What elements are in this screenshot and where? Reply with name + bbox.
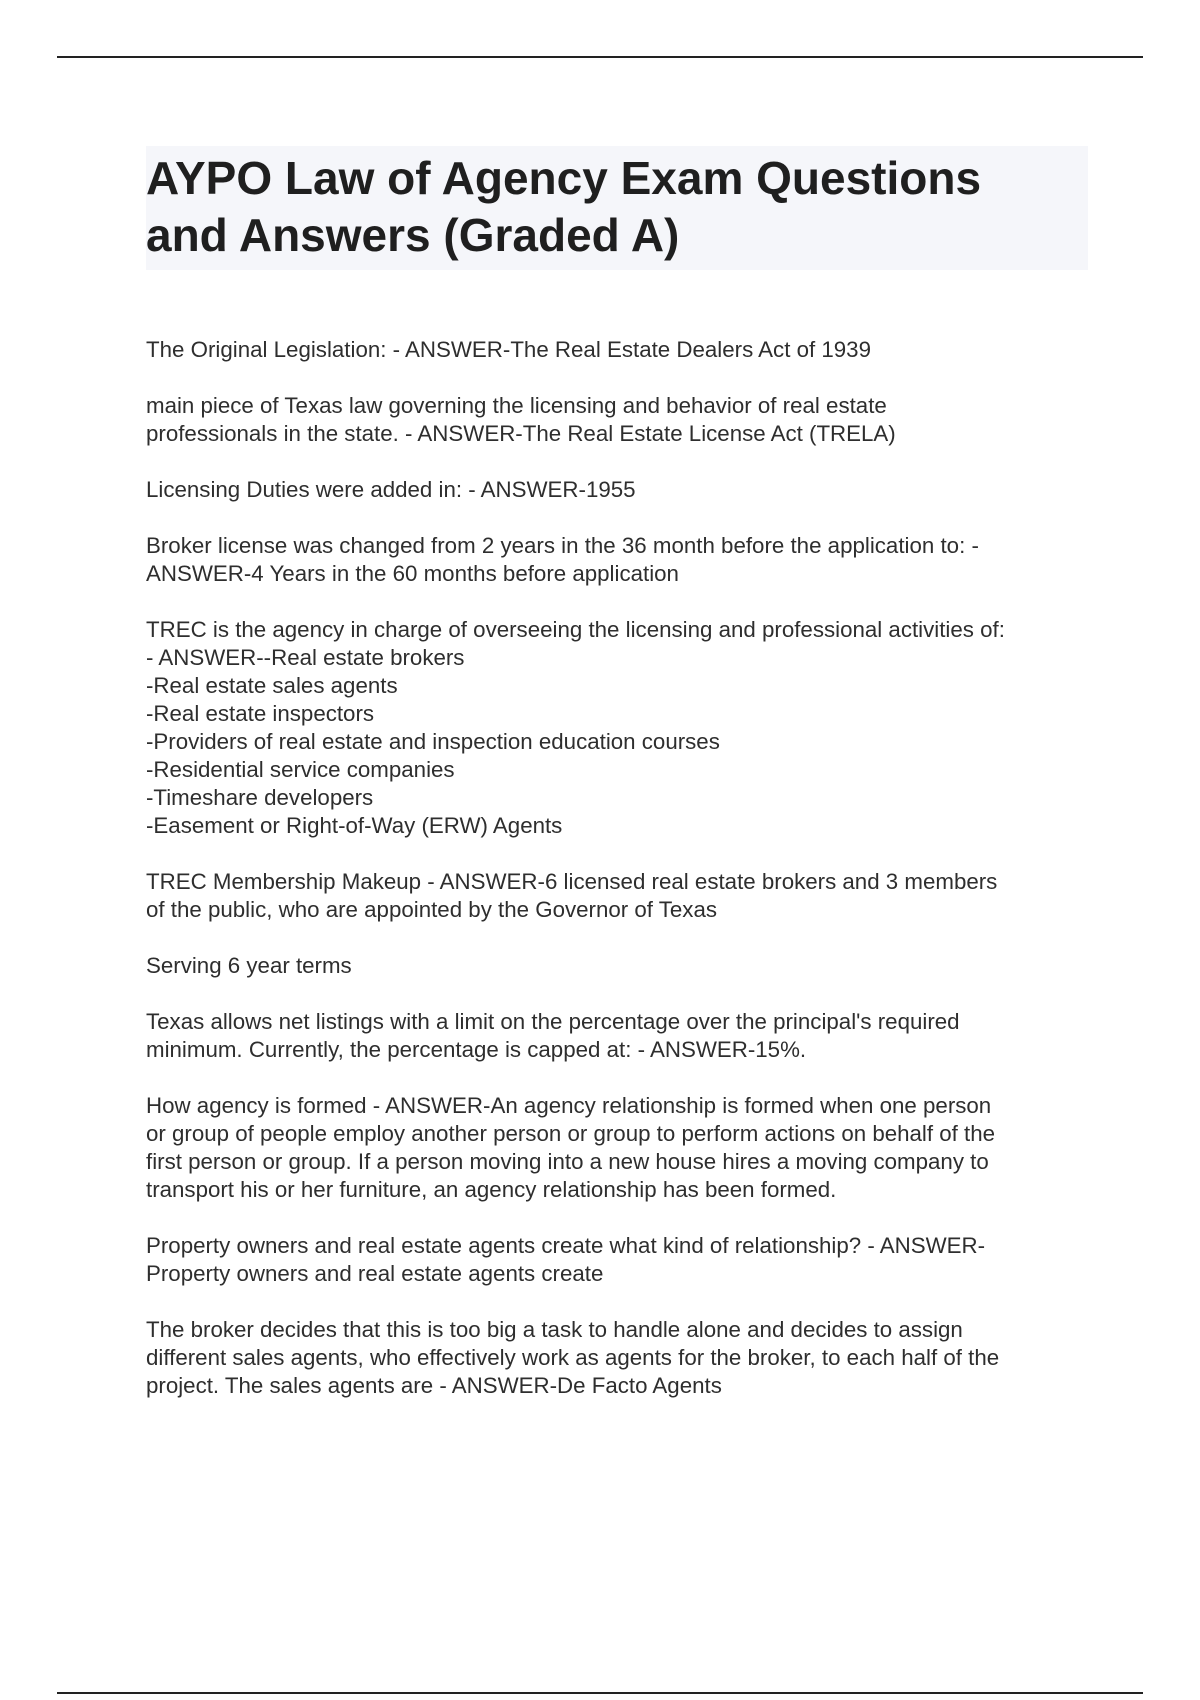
qa-item	[146, 1092, 1088, 1204]
qa-line: different sales agents, who effectively work as agents for the broker, to each half of the	[146, 1345, 1000, 1370]
qa-item	[146, 532, 1088, 588]
qa-line: Broker license was changed from 2 years in the 36 month before the application to: -	[146, 533, 979, 558]
qa-line: Property owners and real estate agents create	[146, 1261, 604, 1286]
footer-rule	[57, 1692, 1143, 1694]
qa-line: minimum. Currently, the percentage is capped at: - ANSWER-15%.	[146, 1037, 807, 1062]
qa-line: How agency is formed - ANSWER-An agency relationship is formed when one person	[146, 1093, 992, 1118]
qa-item	[146, 392, 1088, 448]
title-line: AYPO Law of Agency Exam Questions	[146, 152, 982, 204]
document-title	[146, 150, 1088, 264]
qa-item	[146, 616, 1088, 840]
qa-line: -Timeshare developers	[146, 785, 374, 810]
qa-line: transport his or her furniture, an agency relationship has been formed.	[146, 1177, 837, 1202]
qa-line: -Easement or Right-of-Way (ERW) Agents	[146, 813, 563, 838]
qa-line: Serving 6 year terms	[146, 953, 352, 978]
qa-item	[146, 868, 1088, 924]
qa-line: -Real estate sales agents	[146, 673, 398, 698]
qa-line: first person or group. If a person moving into a new house hires a moving company to	[146, 1149, 989, 1174]
qa-line: -Residential service companies	[146, 757, 455, 782]
qa-list	[146, 336, 1088, 1428]
qa-line: Texas allows net listings with a limit on the percentage over the principal's required	[146, 1009, 960, 1034]
qa-item	[146, 952, 1088, 980]
qa-line: The Original Legislation: - ANSWER-The Real Estate Dealers Act of 1939	[146, 337, 871, 362]
qa-line: of the public, who are appointed by the Governor of Texas	[146, 897, 717, 922]
qa-item	[146, 1316, 1088, 1400]
qa-line: -Providers of real estate and inspection education courses	[146, 729, 720, 754]
qa-line: project. The sales agents are - ANSWER-De Facto Agents	[146, 1373, 722, 1398]
qa-line: -Real estate inspectors	[146, 701, 375, 726]
qa-line: main piece of Texas law governing the licensing and behavior of real estate	[146, 393, 887, 418]
qa-item	[146, 1232, 1088, 1288]
qa-line: Property owners and real estate agents create what kind of relationship? - ANSWER-	[146, 1233, 986, 1258]
qa-line: or group of people employ another person or group to perform actions on behalf of the	[146, 1121, 996, 1146]
qa-line: professionals in the state. - ANSWER-The Real Estate License Act (TRELA)	[146, 421, 896, 446]
qa-item	[146, 336, 1088, 364]
qa-line: The broker decides that this is too big a task to handle alone and decides to assign	[146, 1317, 963, 1342]
qa-line: ANSWER-4 Years in the 60 months before application	[146, 561, 679, 586]
document-title-block	[146, 146, 1088, 270]
qa-line: TREC Membership Makeup - ANSWER-6 licensed real estate brokers and 3 members	[146, 869, 998, 894]
header-rule	[57, 56, 1143, 58]
title-line: and Answers (Graded A)	[146, 209, 680, 261]
qa-line: - ANSWER--Real estate brokers	[146, 645, 465, 670]
qa-item	[146, 1008, 1088, 1064]
qa-line: TREC is the agency in charge of overseeing the licensing and professional activities of:	[146, 617, 1005, 642]
qa-item	[146, 476, 1088, 504]
qa-line: Licensing Duties were added in: - ANSWER-1955	[146, 477, 636, 502]
